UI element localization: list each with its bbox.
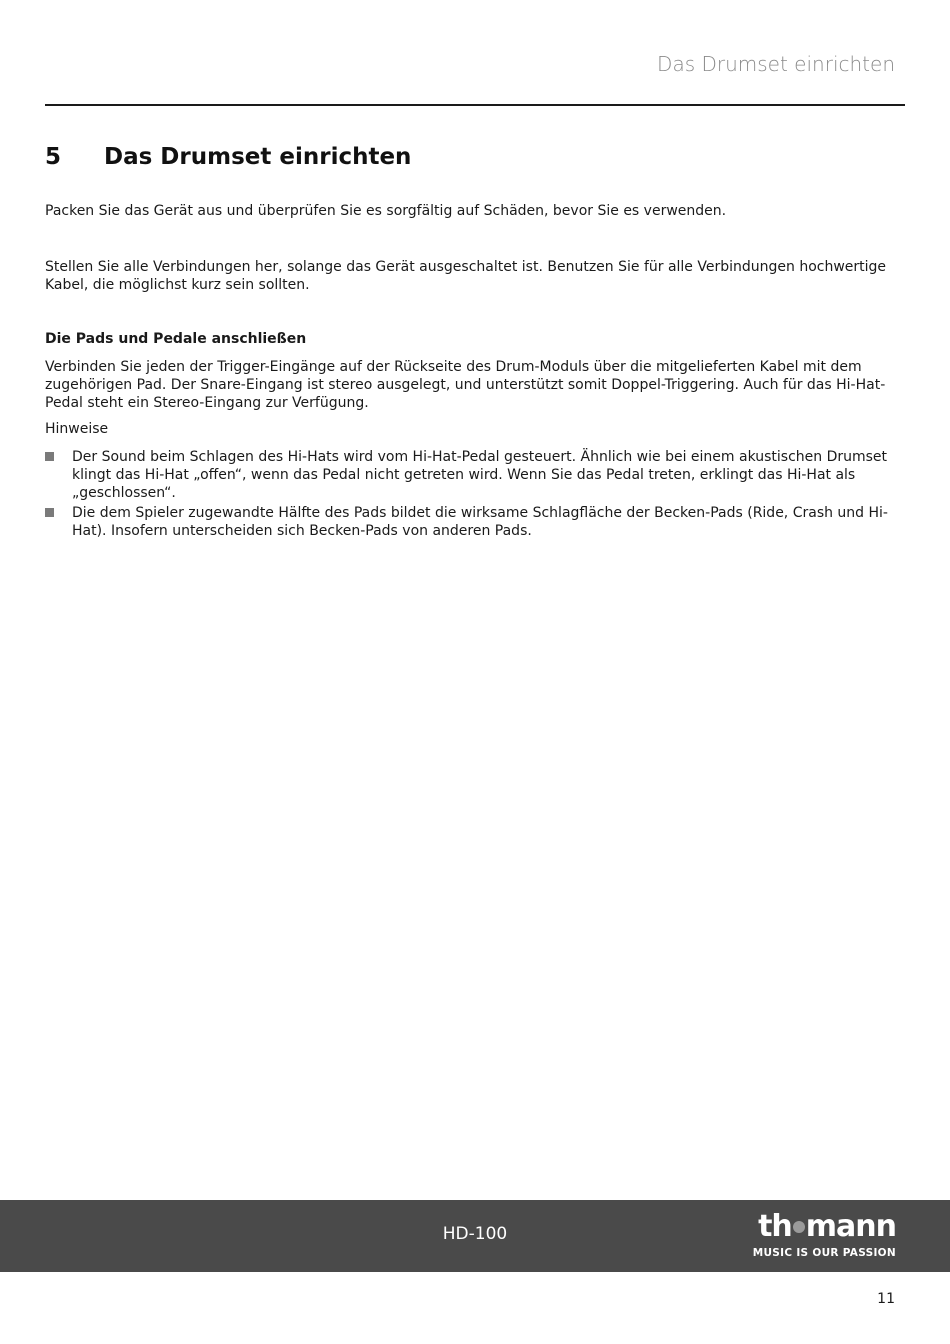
note-item bbox=[45, 504, 905, 540]
chapter-heading bbox=[45, 144, 411, 170]
logo-text-right: mann bbox=[805, 1209, 896, 1244]
square-bullet-icon bbox=[45, 508, 54, 517]
logo-wordmark bbox=[736, 1209, 896, 1244]
header-divider bbox=[45, 104, 905, 106]
section-body: Verbinden Sie jeden der Trigger-Eingänge auf der Rückseite des Drum-Moduls über die mitgelieferten Kabel mit dem zugehörigen Pad. Der Snare-Eingang ist stereo ausgelegt, und unterstützt somit Doppel-Triggering. Auch für das Hi-Hat-Pedal steht ein Stereo-Eingang zur Verfügung. bbox=[45, 359, 886, 411]
square-bullet-icon bbox=[45, 452, 54, 461]
logo-slogan: MUSIC IS OUR PASSION bbox=[752, 1247, 896, 1259]
note-text: Der Sound beim Schlagen des Hi-Hats wird vom Hi-Hat-Pedal gesteuert. Ähnlich wie bei einem akustischen Drumset klingt das Hi-Hat „offen“, wenn das Pedal nicht getreten wird. Wenn Sie das Pedal treten, erklingt das Hi-Hat als „geschlossen“. bbox=[72, 449, 888, 501]
paragraph-connections: Stellen Sie alle Verbindungen her, solange das Gerät ausgeschaltet ist. Benutzen Sie für alle Verbindungen hochwertige Kabel, die möglichst kurz sein sollten. bbox=[45, 259, 887, 293]
paragraph-unpack: Packen Sie das Gerät aus und überprüfen Sie es sorgfältig auf Schäden, bevor Sie es verwenden. bbox=[45, 203, 727, 219]
note-item bbox=[45, 448, 905, 502]
note-text: Die dem Spieler zugewandte Hälfte des Pads bildet die wirksame Schlagfläche der Becken-Pads (Ride, Crash und Hi-Hat). Insofern unterscheiden sich Becken-Pads von anderen Pads. bbox=[72, 505, 888, 539]
thomann-logo bbox=[736, 1209, 896, 1259]
chapter-title-text: Das Drumset einrichten bbox=[104, 144, 412, 170]
logo-dot-icon bbox=[793, 1221, 805, 1233]
notes-label: Hinweise bbox=[45, 421, 109, 437]
notes-list bbox=[45, 448, 905, 542]
model-name: HD-100 bbox=[442, 1224, 508, 1244]
logo-text-left: th bbox=[758, 1209, 792, 1244]
section-heading: Die Pads und Pedale anschließen bbox=[45, 331, 307, 347]
chapter-number: 5 bbox=[45, 144, 62, 170]
footer-bar bbox=[0, 1200, 950, 1272]
running-header-title: Das Drumset einrichten bbox=[657, 52, 895, 76]
page-number: 11 bbox=[877, 1291, 895, 1307]
